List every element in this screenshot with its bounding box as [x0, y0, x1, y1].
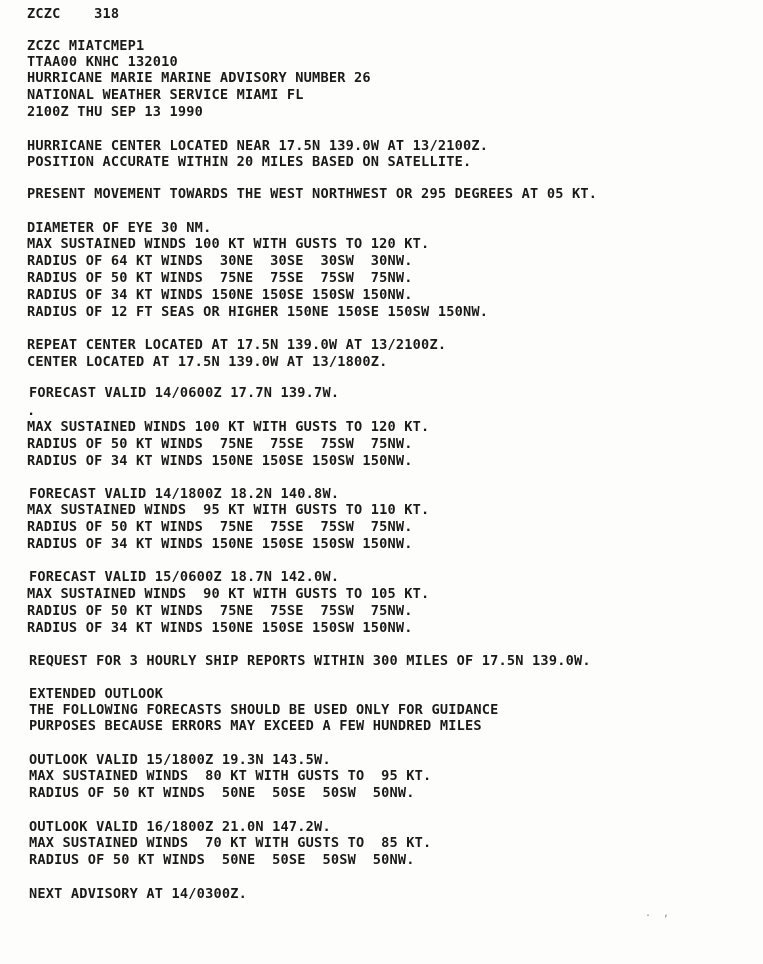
advisory-title: HURRICANE MARIE MARINE ADVISORY NUMBER 26	[27, 70, 371, 86]
advisory-line: ZCZC MIATCMEP1	[27, 38, 145, 54]
advisory-line: DIAMETER OF EYE 30 NM.	[27, 220, 212, 236]
advisory-line: OUTLOOK VALID 16/1800Z 21.0N 147.2W.	[29, 819, 331, 835]
advisory-line: MAX SUSTAINED WINDS 95 KT WITH GUSTS TO 110 KT.	[27, 502, 430, 518]
advisory-line: FORECAST VALID 15/0600Z 18.7N 142.0W.	[29, 569, 340, 585]
advisory-line: MAX SUSTAINED WINDS 90 KT WITH GUSTS TO 105 KT.	[27, 586, 430, 602]
advisory-line: MAX SUSTAINED WINDS 70 KT WITH GUSTS TO 85 KT.	[29, 835, 432, 851]
advisory-line: RADIUS OF 50 KT WINDS 75NE 75SE 75SW 75NW.	[27, 270, 413, 286]
advisory-line: HURRICANE CENTER LOCATED NEAR 17.5N 139.0W AT 13/2100Z.	[27, 138, 489, 154]
advisory-line: MAX SUSTAINED WINDS 80 KT WITH GUSTS TO 95 KT.	[29, 768, 432, 784]
advisory-line: 2100Z THU SEP 13 1990	[27, 104, 204, 120]
advisory-line: FORECAST VALID 14/0600Z 17.7N 139.7W.	[29, 385, 340, 401]
scan-specks: . ,	[645, 908, 670, 919]
advisory-line: RADIUS OF 12 FT SEAS OR HIGHER 150NE 150SE 150SW 150NW.	[27, 304, 489, 320]
advisory-line: RADIUS OF 34 KT WINDS 150NE 150SE 150SW 150NW.	[27, 453, 413, 469]
advisory-line: POSITION ACCURATE WITHIN 20 MILES BASED ON SATELLITE.	[27, 154, 472, 170]
advisory-line: RADIUS OF 50 KT WINDS 50NE 50SE 50SW 50NW.	[29, 852, 415, 868]
advisory-line: .	[27, 403, 36, 419]
advisory-line: THE FOLLOWING FORECASTS SHOULD BE USED ONLY FOR GUIDANCE	[29, 702, 499, 718]
advisory-line: RADIUS OF 34 KT WINDS 150NE 150SE 150SW 150NW.	[27, 536, 413, 552]
advisory-line: REQUEST FOR 3 HOURLY SHIP REPORTS WITHIN 300 MILES OF 17.5N 139.0W.	[29, 653, 591, 669]
advisory-line: RADIUS OF 34 KT WINDS 150NE 150SE 150SW 150NW.	[27, 287, 413, 303]
advisory-line: PRESENT MOVEMENT TOWARDS THE WEST NORTHWEST OR 295 DEGREES AT 05 KT.	[27, 186, 598, 202]
advisory-line: MAX SUSTAINED WINDS 100 KT WITH GUSTS TO 120 KT.	[27, 419, 430, 435]
advisory-line: RADIUS OF 50 KT WINDS 75NE 75SE 75SW 75NW.	[27, 603, 413, 619]
advisory-line: PURPOSES BECAUSE ERRORS MAY EXCEED A FEW HUNDRED MILES	[29, 718, 482, 734]
advisory-line: NATIONAL WEATHER SERVICE MIAMI FL	[27, 87, 304, 103]
advisory-line: FORECAST VALID 14/1800Z 18.2N 140.8W.	[29, 486, 340, 502]
advisory-line: RADIUS OF 50 KT WINDS 75NE 75SE 75SW 75NW.	[27, 436, 413, 452]
advisory-line: RADIUS OF 50 KT WINDS 75NE 75SE 75SW 75NW.	[27, 519, 413, 535]
advisory-line: OUTLOOK VALID 15/1800Z 19.3N 143.5W.	[29, 752, 331, 768]
advisory-line: RADIUS OF 34 KT WINDS 150NE 150SE 150SW 150NW.	[27, 620, 413, 636]
advisory-line: RADIUS OF 64 KT WINDS 30NE 30SE 30SW 30NW.	[27, 253, 413, 269]
advisory-line: TTAA00 KNHC 132010	[27, 54, 178, 70]
advisory-line: RADIUS OF 50 KT WINDS 50NE 50SE 50SW 50NW.	[29, 785, 415, 801]
advisory-line: NEXT ADVISORY AT 14/0300Z.	[29, 886, 247, 902]
header-line: ZCZC 318	[27, 6, 120, 22]
advisory-line: EXTENDED OUTLOOK	[29, 686, 164, 702]
advisory-line: CENTER LOCATED AT 17.5N 139.0W AT 13/1800Z.	[27, 354, 388, 370]
advisory-line: MAX SUSTAINED WINDS 100 KT WITH GUSTS TO 120 KT.	[27, 236, 430, 252]
advisory-line: REPEAT CENTER LOCATED AT 17.5N 139.0W AT 13/2100Z.	[27, 337, 447, 353]
